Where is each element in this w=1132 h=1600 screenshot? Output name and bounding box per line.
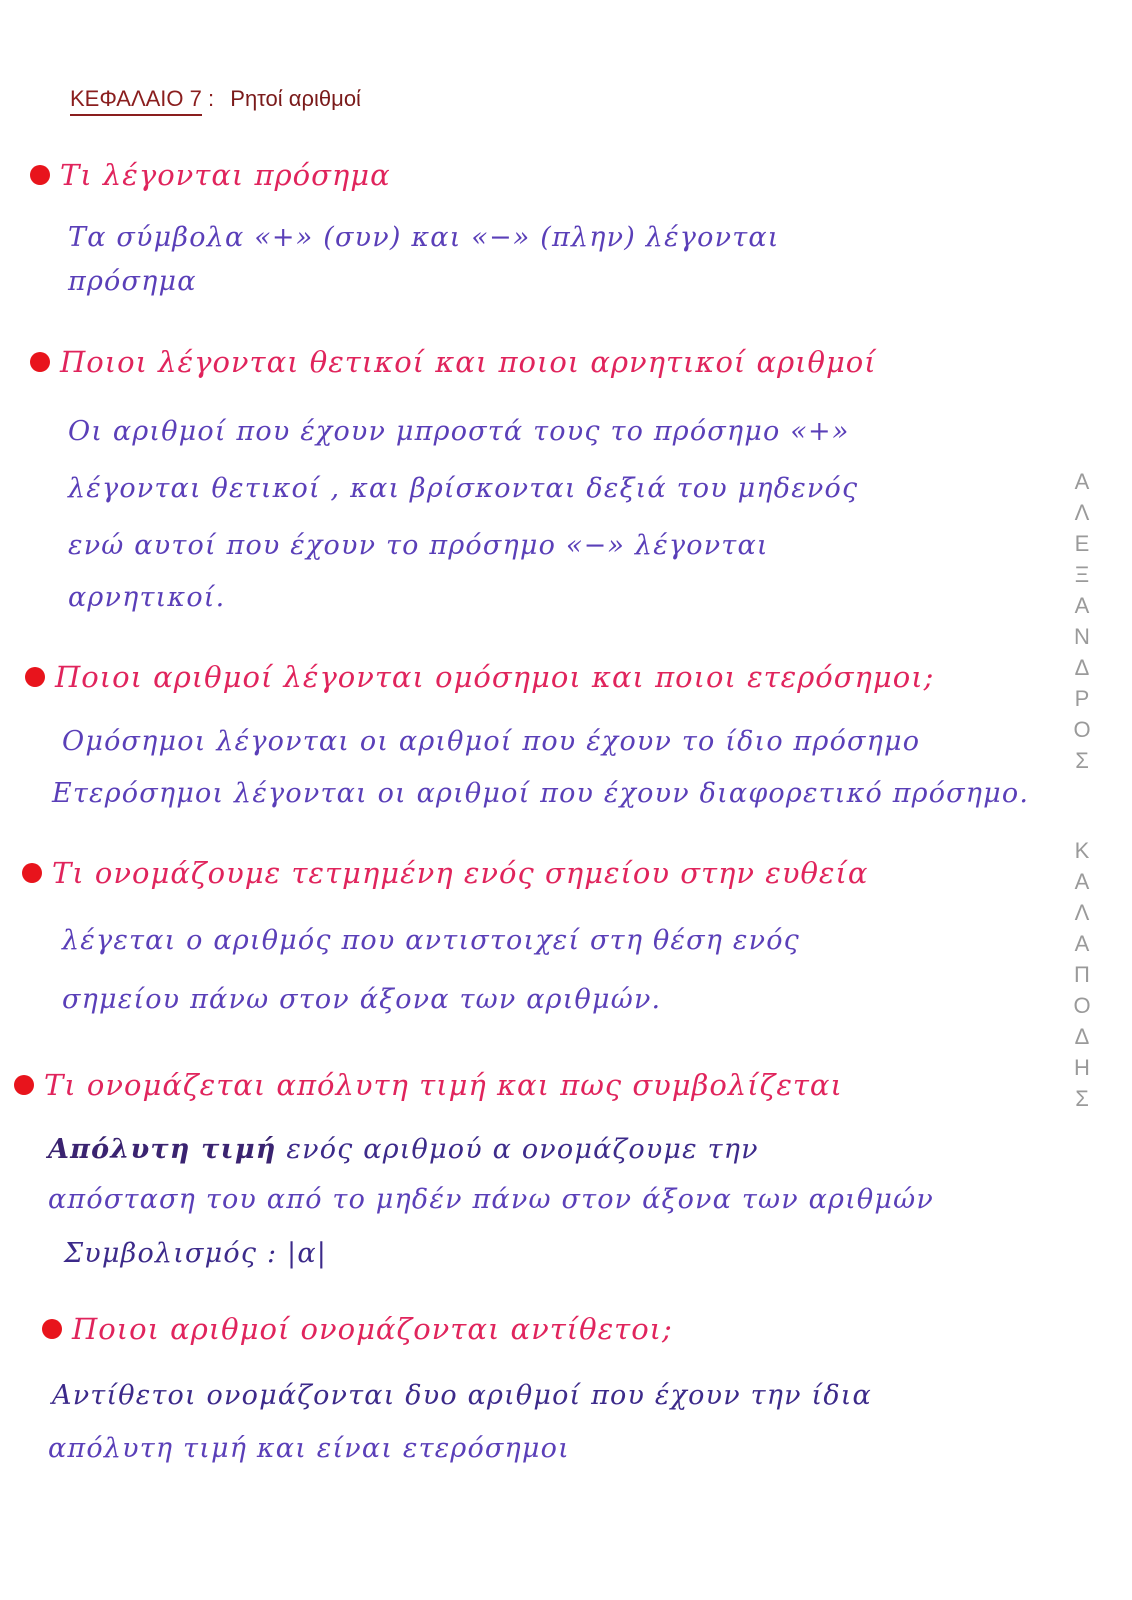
answer-4-line-1: λέγεται ο αριθμός που αντιστοιχεί στη θέση ενός <box>62 925 800 956</box>
name-letter: Ο <box>1073 993 1091 1018</box>
question-5: Τι ονομάζεται απόλυτη τιμή και πως συμβολίζεται <box>44 1068 843 1102</box>
question-row-1 <box>30 158 391 192</box>
bullet-icon <box>14 1075 34 1095</box>
name-letter: Ο <box>1073 717 1091 742</box>
header-colon: : <box>208 86 215 111</box>
name-letter: Ε <box>1074 531 1090 556</box>
question-3: Ποιοι αριθμοί λέγονται ομόσημοι και ποιοι ετερόσημοι; <box>55 660 935 694</box>
answer-5-line-1-rest: ενός αριθμού α ονομάζουμε την <box>286 1134 759 1165</box>
question-2: Ποιοι λέγονται θετικοί και ποιοι αρνητικοί αριθμοί <box>60 345 877 379</box>
question-6: Ποιοι αριθμοί ονομάζονται αντίθετοι; <box>72 1312 673 1346</box>
question-row-4 <box>22 856 868 890</box>
name-letter: Ρ <box>1074 686 1090 711</box>
answer-3-line-1: Ομόσημοι λέγονται οι αριθμοί που έχουν το ίδιο πρόσημο <box>62 726 921 757</box>
question-row-2 <box>30 345 877 379</box>
name-letter: Κ <box>1074 838 1090 863</box>
answer-6-line-2: απόλυτη τιμή και είναι ετερόσημοι <box>48 1433 570 1464</box>
name-letter: Σ <box>1075 748 1089 773</box>
name-letter: Ν <box>1074 624 1090 649</box>
name-letter: Η <box>1074 1055 1090 1080</box>
bullet-icon <box>25 667 45 687</box>
name-letter: Α <box>1074 931 1090 956</box>
bullet-icon <box>30 165 50 185</box>
answer-5-line-1 <box>48 1134 759 1165</box>
name-letter: Δ <box>1074 1024 1090 1049</box>
name-letter: Π <box>1074 962 1090 987</box>
answer-2-line-3: ενώ αυτοί που έχουν το πρόσημο «−» λέγονται <box>68 530 769 561</box>
vertical-first-name <box>1070 466 1094 776</box>
bullet-icon <box>22 863 42 883</box>
answer-2-line-2: λέγονται θετικοί , και βρίσκονται δεξιά του μηδενός <box>68 473 859 504</box>
vertical-last-name <box>1070 835 1094 1114</box>
bullet-icon <box>30 352 50 372</box>
answer-5-line-3: Συμβολισμός : |α| <box>64 1238 328 1269</box>
absolute-value-term: Απόλυτη τιμή <box>48 1134 277 1165</box>
bullet-icon <box>42 1319 62 1339</box>
name-letter: Α <box>1074 469 1090 494</box>
answer-5-line-2: απόσταση του από το μηδέν πάνω στον άξονα των αριθμών <box>48 1184 934 1215</box>
name-letter: Λ <box>1074 900 1090 925</box>
answer-1-line-1: Τα σύμβολα «+» (συν) και «−» (πλην) λέγονται <box>68 222 780 253</box>
name-letter: Ξ <box>1074 562 1090 587</box>
page-header <box>70 86 361 112</box>
question-row-6 <box>42 1312 673 1346</box>
chapter-label: ΚΕΦΑΛΑΙΟ 7 <box>70 86 202 116</box>
name-letter: Δ <box>1074 655 1090 680</box>
name-letter: Α <box>1074 593 1090 618</box>
answer-6-line-1: Αντίθετοι ονομάζονται δυο αριθμοί που έχουν την ίδια <box>52 1380 872 1411</box>
question-4: Τι ονομάζουμε τετμημένη ενός σημείου στην ευθεία <box>52 856 869 890</box>
answer-1-line-2: πρόσημα <box>68 266 197 297</box>
answer-2-line-4: αρνητικοί. <box>68 582 226 613</box>
name-letter: Λ <box>1074 500 1090 525</box>
question-row-3 <box>25 660 934 694</box>
answer-4-line-2: σημείου πάνω στον άξονα των αριθμών. <box>62 984 662 1015</box>
name-letter: Σ <box>1075 1086 1089 1111</box>
question-1: Τι λέγονται πρόσημα <box>60 158 391 192</box>
answer-3-line-2: Ετερόσημοι λέγονται οι αριθμοί που έχουν διαφορετικό πρόσημο. <box>52 778 1030 809</box>
chapter-topic: Ρητοί αριθμοί <box>230 86 361 111</box>
question-row-5 <box>14 1068 843 1102</box>
name-letter: Α <box>1074 869 1090 894</box>
answer-2-line-1: Οι αριθμοί που έχουν μπροστά τους το πρόσημο «+» <box>68 416 850 447</box>
